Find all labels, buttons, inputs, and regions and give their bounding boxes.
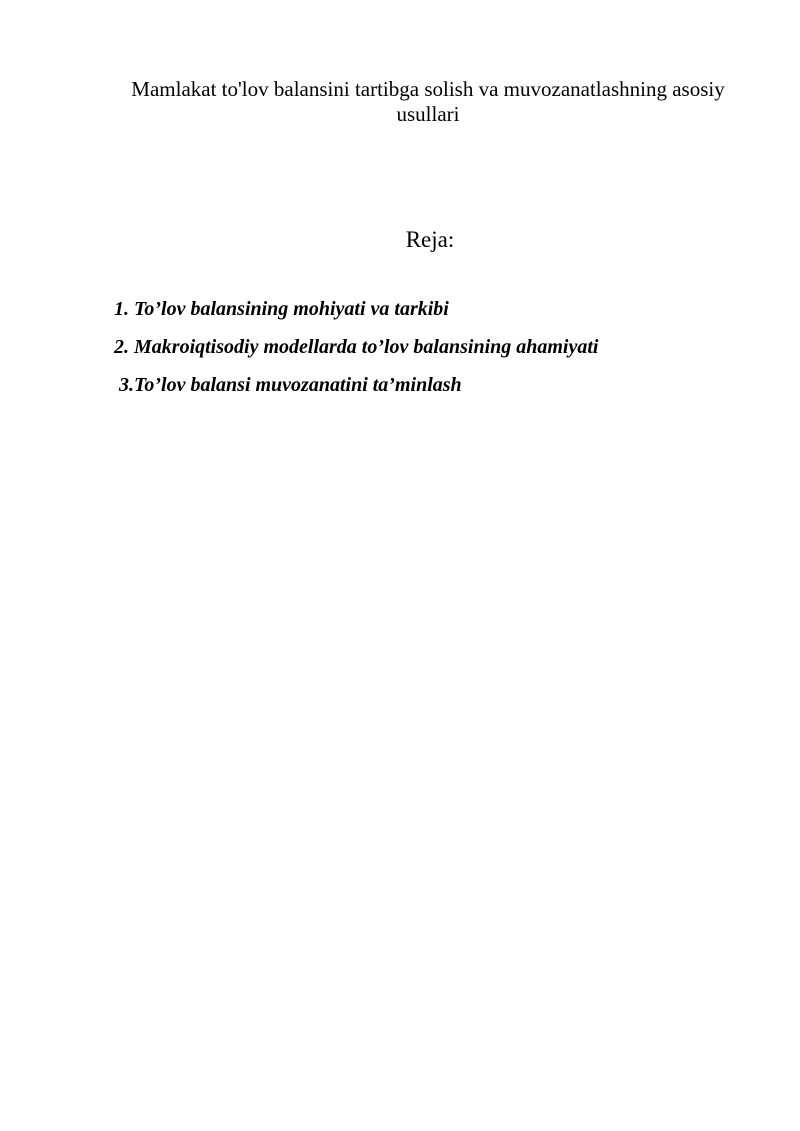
plan-list — [114, 296, 754, 410]
plan-item-1: 1. To’lov balansining mohiyati va tarkibi — [114, 298, 449, 320]
plan-item-2: 2. Makroiqtisodiy modellarda to’lov balansining ahamiyati — [114, 336, 599, 358]
document-title: Mamlakat to'lov balansini tartibga solish va muvozanatlashning asosiy usullari — [131, 77, 725, 126]
plan-heading: Reja: — [405, 227, 455, 252]
plan-item-3: 3.To’lov balansi muvozanatini ta’minlash — [119, 374, 462, 396]
